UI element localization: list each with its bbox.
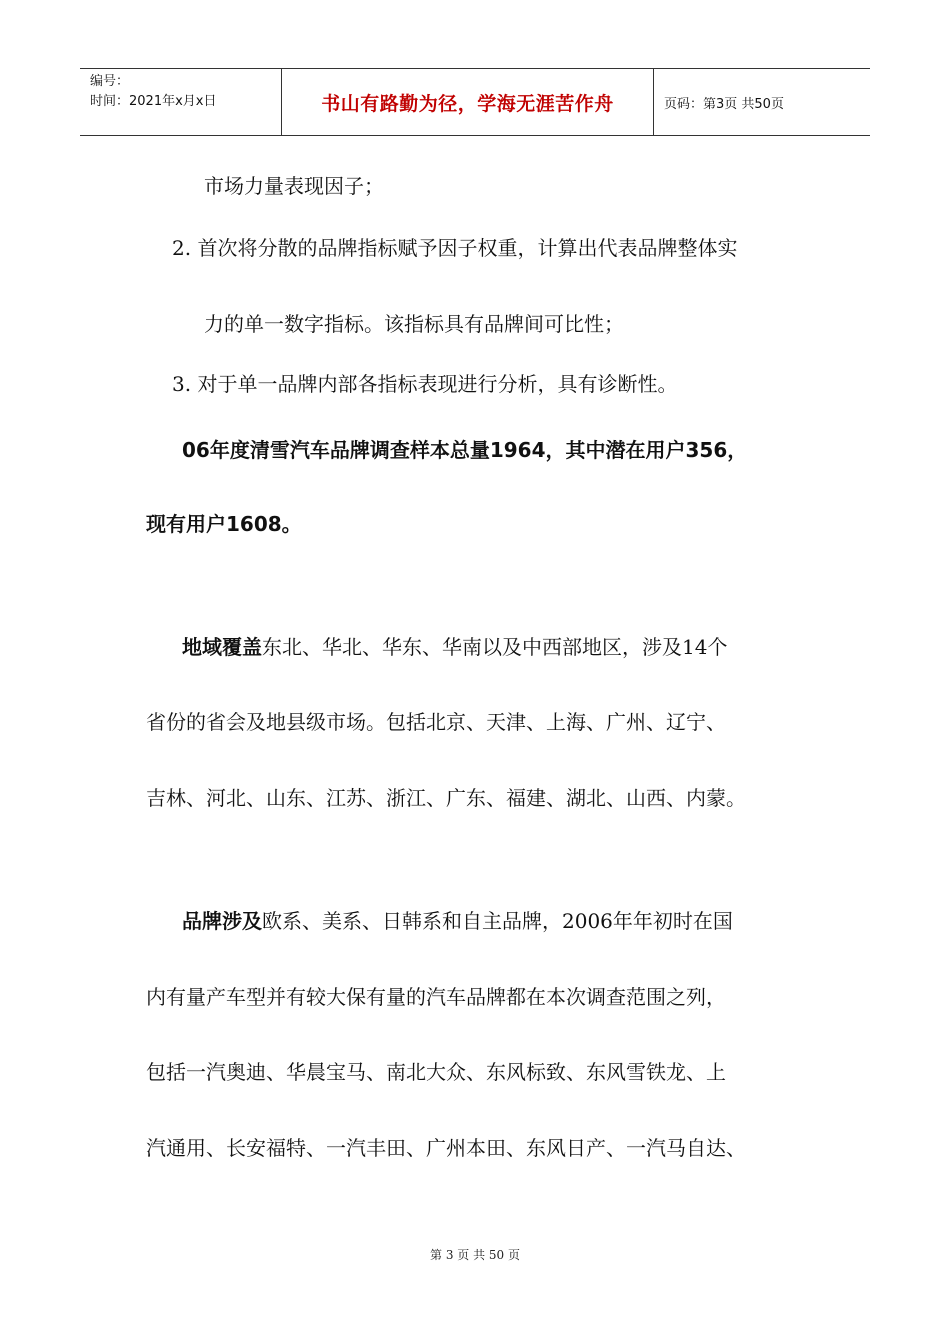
document-header xyxy=(80,68,870,136)
brands-line-4: 汽通用、长安福特、一汽丰田、广州本田、东风日产、一汽马自达、 xyxy=(146,1136,746,1160)
body-line-4: 3. 对于单一品牌内部各指标表现进行分析，具有诊断性。 xyxy=(172,372,678,396)
body-line-2: 2. 首次将分散的品牌指标赋予因子权重，计算出代表品牌整体实 xyxy=(172,236,738,260)
region-label: 地域覆盖 xyxy=(182,635,262,659)
header-meta xyxy=(80,69,282,135)
region-line-2: 省份的省会及地县级市场。包括北京、天津、上海、广州、辽宁、 xyxy=(146,710,726,734)
page-footer: 第 3 页 共 50 页 xyxy=(430,1248,520,1262)
sample-summary-line-2: 现有用户1608。 xyxy=(146,512,302,536)
header-motto: 书山有路勤为径，学海无涯苦作舟 xyxy=(282,69,654,135)
time-label: 时间：2021年x月x日 xyxy=(90,94,217,109)
number-label: 编号： xyxy=(90,74,130,89)
brands-text-1: 欧系、美系、日韩系和自主品牌，2006年年初时在国 xyxy=(262,909,733,933)
body-line-3: 力的单一数字指标。该指标具有品牌间可比性； xyxy=(204,312,624,336)
brands-line-3: 包括一汽奥迪、华晨宝马、南北大众、东风标致、东风雪铁龙、上 xyxy=(146,1060,726,1084)
header-page-code: 页码：第3页 共50页 xyxy=(664,96,784,112)
region-text-1: 东北、华北、华东、华南以及中西部地区，涉及14个 xyxy=(262,635,728,659)
brands-line-1 xyxy=(182,907,733,935)
sample-summary-line-1: 06年度清雪汽车品牌调查样本总量1964，其中潜在用户356， xyxy=(182,438,748,462)
brands-line-2: 内有量产车型并有较大保有量的汽车品牌都在本次调查范围之列， xyxy=(146,985,726,1009)
body-line-1: 市场力量表现因子； xyxy=(204,174,384,198)
brands-label: 品牌涉及 xyxy=(182,909,262,933)
region-line-3: 吉林、河北、山东、江苏、浙江、广东、福建、湖北、山西、内蒙。 xyxy=(146,786,746,810)
region-line-1 xyxy=(182,633,727,661)
